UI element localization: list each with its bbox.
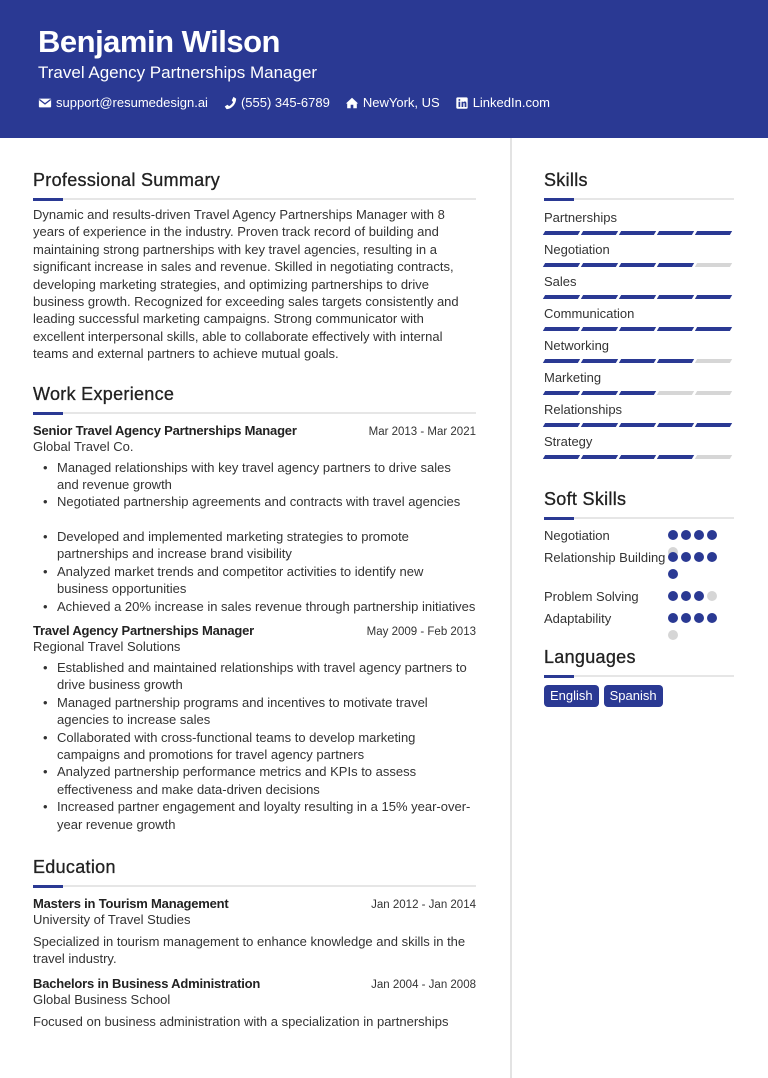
level-segment-empty (657, 391, 694, 395)
contact-email-text: support@resumedesign.ai (56, 95, 208, 110)
rating-dot-filled (694, 530, 704, 540)
level-segment-empty (695, 455, 732, 459)
rating-dot-filled (707, 530, 717, 540)
section-heading: Languages (544, 647, 636, 667)
envelope-icon (38, 96, 52, 110)
skill-level-bar (544, 355, 734, 369)
skill-level-bar (544, 451, 734, 465)
language-badge: English (544, 685, 599, 707)
skill-level-bar (544, 419, 734, 433)
education-entry (33, 896, 476, 968)
rating-dot-filled (681, 552, 691, 562)
job-title: Travel Agency Partnerships Manager (33, 622, 255, 638)
rating-dot-filled (668, 591, 678, 601)
rating-dot-filled (681, 613, 691, 623)
level-segment-filled (619, 391, 656, 395)
contact-phone[interactable] (223, 95, 330, 110)
rating-dot-filled (694, 591, 704, 601)
level-segment-filled (657, 359, 694, 363)
level-segment-filled (619, 327, 656, 331)
candidate-title: Travel Agency Partnerships Manager (38, 63, 318, 82)
skill-name: Marketing (544, 370, 602, 385)
education-description: Focused on business administration with a specialization in partnerships (33, 1013, 449, 1029)
level-segment-filled (543, 423, 580, 427)
level-segment-filled (657, 295, 694, 299)
level-segment-filled (543, 263, 580, 267)
education-entry (33, 976, 476, 1030)
level-segment-filled (657, 263, 694, 267)
soft-skills-section (544, 489, 734, 640)
education-dates: Jan 2004 - Jan 2008 (371, 978, 476, 991)
skills-list (544, 209, 734, 465)
section-rule (544, 198, 734, 200)
section-heading: Professional Summary (33, 170, 221, 190)
skill-level-bar (544, 323, 734, 337)
job-bullet: • Managed relationships with key travel agency partners to drive sales and revenue growth (57, 459, 476, 494)
skill-item (544, 433, 734, 465)
skill-item (544, 305, 734, 337)
school-name: University of Travel Studies (33, 911, 191, 927)
main-column (33, 170, 476, 1030)
contact-email[interactable] (38, 95, 208, 110)
contact-linkedin[interactable] (455, 95, 550, 110)
summary-section (33, 170, 476, 363)
level-segment-filled (695, 231, 732, 235)
job-bullet: • Developed and implemented marketing strategies to promote partnerships and increase brand visibility (57, 528, 476, 563)
phone-icon (223, 96, 237, 110)
soft-skills-list (544, 527, 734, 640)
job-company: Global Travel Co. (33, 438, 134, 454)
contact-location-text: NewYork, US (362, 95, 440, 110)
skill-item (544, 241, 734, 273)
section-rule (33, 885, 476, 887)
soft-skill-name: Relationship Building (544, 550, 666, 565)
level-segment-empty (695, 391, 732, 395)
skill-item (544, 209, 734, 241)
level-segment-filled (581, 327, 618, 331)
level-segment-filled (543, 295, 580, 299)
skill-name: Communication (544, 306, 635, 321)
job-bullet: • Increased partner engagement and loyalty resulting in a 15% year-over-year revenue growth (57, 798, 476, 833)
soft-skill-name: Adaptability (544, 611, 612, 626)
skill-name: Partnerships (544, 210, 617, 225)
rating-dot-filled (694, 552, 704, 562)
candidate-name: Benjamin Wilson (38, 24, 280, 59)
school-name: Global Business School (33, 991, 171, 1007)
job-bullet: • Negotiated partnership agreements and contracts with travel agencies (57, 493, 476, 510)
section-rule (33, 412, 476, 414)
job-entry (33, 423, 476, 615)
job-bullet: • Analyzed market trends and competitor activities to identify new business opportunities (57, 563, 476, 598)
level-segment-filled (619, 263, 656, 267)
skills-section (544, 170, 734, 465)
contact-location (345, 95, 440, 110)
level-segment-filled (581, 263, 618, 267)
summary-text: Dynamic and results-driven Travel Agency Partnerships Manager with 8 years of experience in the industry. Proven track record of building and maintaining strong partnerships with key travel agencies, resulting in a significant increase in sales and revenue. Skilled in negotiating contracts, developing marketing strategies, and optimizing partnerships to drive business growth. Recognized for exceeding sales targets consistently and leading successful marketing campaigns. Strong communicator with excellent interpersonal skills, able to collaborate effectively with internal teams and external partners to achieve mutual goals. (33, 207, 459, 362)
level-segment-empty (695, 263, 732, 267)
skill-name: Sales (544, 274, 577, 289)
languages-section (544, 647, 734, 707)
level-segment-filled (619, 295, 656, 299)
section-rule (33, 198, 476, 200)
level-segment-filled (657, 327, 694, 331)
job-entry (33, 623, 476, 833)
job-dates: May 2009 - Feb 2013 (366, 625, 476, 638)
rating-dot-filled (707, 552, 717, 562)
level-segment-filled (657, 423, 694, 427)
job-bullets (33, 659, 476, 833)
experience-section (33, 384, 476, 833)
level-segment-filled (657, 231, 694, 235)
rating-dot-filled (681, 591, 691, 601)
skill-item (544, 273, 734, 305)
level-segment-filled (543, 327, 580, 331)
job-bullet: • Analyzed partnership performance metrics and KPIs to assess effectiveness and make data-driven decisions (57, 763, 476, 798)
soft-skill-name: Negotiation (544, 528, 610, 543)
linkedin-icon (455, 96, 469, 110)
job-dates: Mar 2013 - Mar 2021 (368, 425, 476, 438)
level-segment-filled (581, 423, 618, 427)
home-icon (345, 96, 359, 110)
soft-skill-rating (668, 588, 720, 610)
level-segment-filled (543, 231, 580, 235)
sidebar-column (544, 170, 734, 707)
level-segment-filled (581, 359, 618, 363)
rating-dot-filled (694, 613, 704, 623)
level-segment-filled (581, 391, 618, 395)
level-segment-filled (619, 231, 656, 235)
soft-skill-rating (668, 527, 720, 549)
language-badge: Spanish (604, 685, 663, 707)
degree-title: Bachelors in Business Administration (33, 975, 261, 991)
job-bullet: • Established and maintained relationships with travel agency partners to drive business growth (57, 659, 476, 694)
level-segment-filled (619, 455, 656, 459)
section-rule (544, 675, 734, 677)
rating-dot-filled (668, 613, 678, 623)
job-bullet: • Achieved a 20% increase in sales revenue through partnership initiatives (57, 598, 476, 615)
rating-dot-empty (707, 591, 717, 601)
job-bullet: • Collaborated with cross-functional teams to develop marketing campaigns and promotions for travel agency partners (57, 729, 476, 764)
skill-name: Relationships (544, 402, 623, 417)
skill-item (544, 369, 734, 401)
rating-dot-filled (668, 569, 678, 579)
contact-list (38, 95, 565, 110)
level-segment-filled (657, 455, 694, 459)
skill-name: Negotiation (544, 242, 610, 257)
rating-dot-empty (668, 630, 678, 640)
skill-name: Networking (544, 338, 610, 353)
level-segment-filled (543, 455, 580, 459)
skill-item (544, 401, 734, 433)
contact-linkedin-text: LinkedIn.com (472, 95, 551, 110)
skill-level-bar (544, 227, 734, 241)
education-description: Specialized in tourism management to enhance knowledge and skills in the travel industry. (33, 933, 466, 967)
job-title: Senior Travel Agency Partnerships Manager (33, 422, 297, 438)
resume-header (0, 0, 768, 138)
section-heading: Work Experience (33, 383, 175, 404)
level-segment-filled (543, 391, 580, 395)
section-rule (544, 517, 734, 519)
level-segment-filled (581, 231, 618, 235)
education-section (33, 857, 476, 1030)
section-heading: Soft Skills (544, 489, 627, 509)
rating-dot-filled (681, 530, 691, 540)
soft-skill-item (544, 588, 734, 610)
skill-level-bar (544, 387, 734, 401)
level-segment-filled (695, 295, 732, 299)
level-segment-empty (695, 359, 732, 363)
job-company: Regional Travel Solutions (33, 638, 181, 654)
level-segment-filled (581, 455, 618, 459)
column-divider (510, 138, 512, 1078)
rating-dot-filled (668, 552, 678, 562)
skill-item (544, 337, 734, 369)
level-segment-filled (695, 423, 732, 427)
education-dates: Jan 2012 - Jan 2014 (371, 898, 476, 911)
skill-name: Strategy (544, 434, 593, 449)
soft-skill-item (544, 527, 734, 549)
rating-dot-filled (707, 613, 717, 623)
section-heading: Skills (544, 170, 588, 190)
job-bullet: • Managed partnership programs and incentives to motivate travel agencies to increase sales (57, 694, 476, 729)
language-list (544, 685, 734, 707)
degree-title: Masters in Tourism Management (33, 895, 229, 911)
section-heading: Education (33, 856, 116, 877)
soft-skill-name: Problem Solving (544, 589, 639, 604)
level-segment-filled (619, 423, 656, 427)
skill-level-bar (544, 259, 734, 273)
contact-phone-text: (555) 345-6789 (240, 95, 330, 110)
soft-skill-rating (668, 610, 720, 640)
soft-skill-rating (668, 549, 720, 588)
soft-skill-item (544, 610, 734, 640)
level-segment-filled (619, 359, 656, 363)
soft-skill-item (544, 549, 734, 588)
level-segment-filled (695, 327, 732, 331)
rating-dot-filled (668, 530, 678, 540)
skill-level-bar (544, 291, 734, 305)
level-segment-filled (581, 295, 618, 299)
job-bullets (33, 459, 476, 615)
level-segment-filled (543, 359, 580, 363)
